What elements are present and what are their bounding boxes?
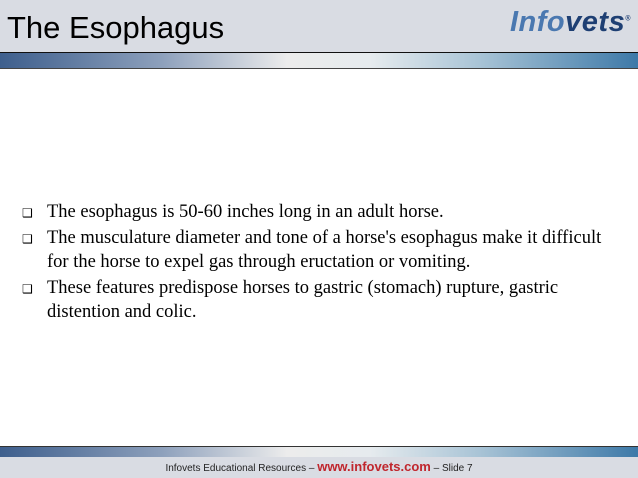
footer-slide-number: – Slide 7 <box>430 463 473 474</box>
footer-url-link[interactable]: www.infovets.com <box>317 459 431 474</box>
list-item <box>22 226 622 274</box>
square-bullet-icon: ❑ <box>22 282 33 296</box>
list-item <box>22 200 622 224</box>
bullet-text: These features predispose horses to gastric (stomach) rupture, gastric distention and colic. <box>47 278 559 322</box>
square-bullet-icon: ❑ <box>22 206 33 220</box>
header-gradient-bar <box>0 53 638 69</box>
logo-mark: ® <box>625 15 631 23</box>
square-bullet-icon: ❑ <box>22 232 33 246</box>
infovets-logo <box>510 6 631 39</box>
bullet-text: The esophagus is 50-60 inches long in an adult horse. <box>47 202 444 222</box>
slide-title: The Esophagus <box>7 10 225 45</box>
logo-part2: vets <box>565 6 626 38</box>
bullet-text: The musculature diameter and tone of a horse's esophagus make it difficult for the horse to expel gas through eructation or vomiting. <box>47 228 602 272</box>
footer-prefix: Infovets Educational Resources – <box>165 463 318 474</box>
bullet-list <box>22 200 622 326</box>
slide-header <box>0 0 638 53</box>
logo-part1: Info <box>510 6 566 38</box>
slide-footer <box>0 457 638 478</box>
list-item <box>22 276 622 324</box>
